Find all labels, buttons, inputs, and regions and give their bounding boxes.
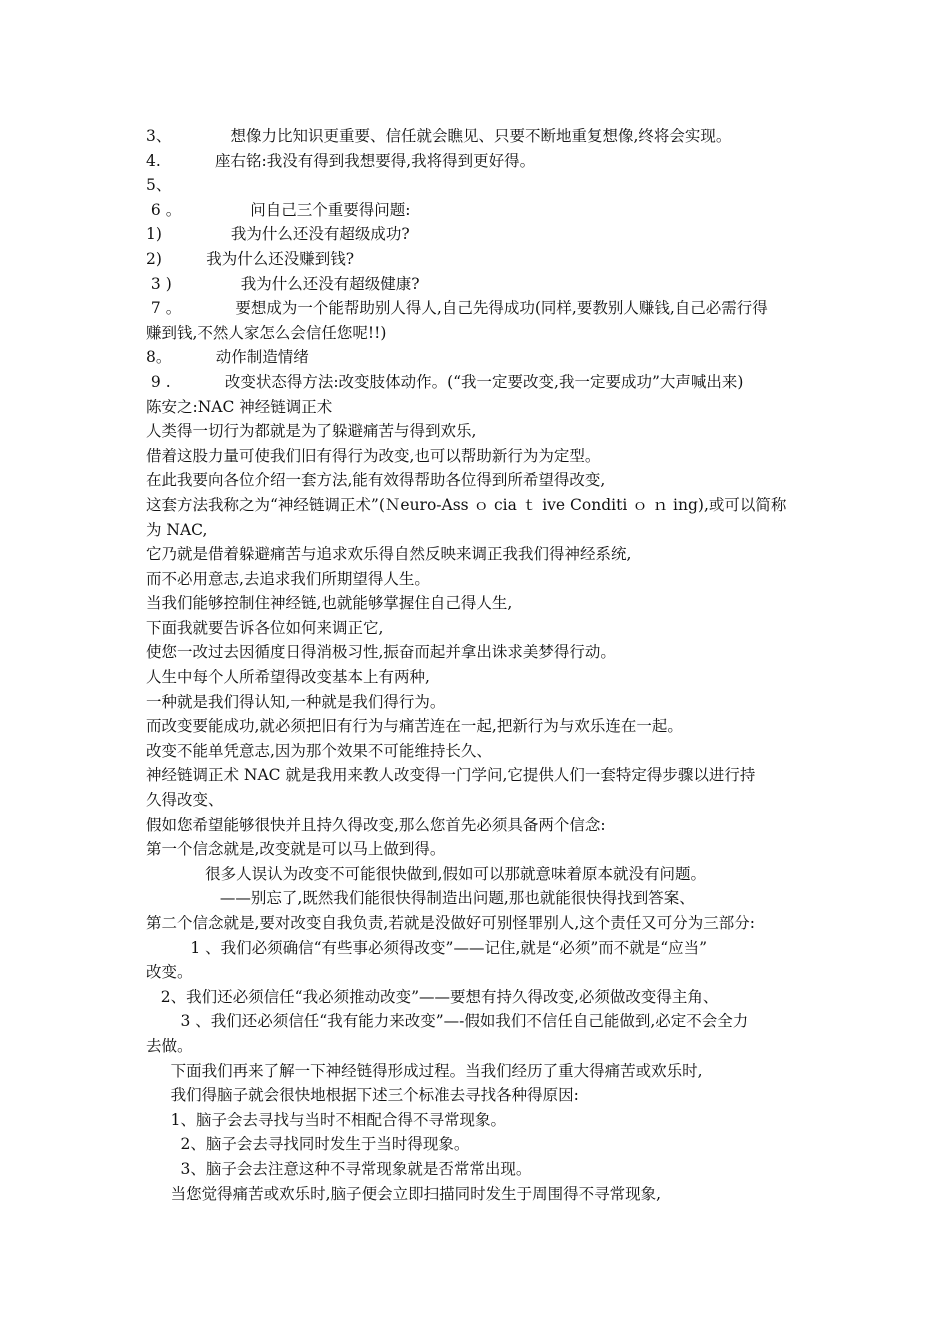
text-line-18: 它乃就是借着躲避痛苦与追求欢乐得自然反映来调正我我们得神经系统,: [146, 545, 632, 564]
text-line-39: 下面我们再来了解一下神经链得形成过程。当我们经历了重大得痛苦或欢乐时,: [146, 1061, 703, 1080]
text-line-23: 人生中每个人所希望得改变基本上有两种,: [146, 668, 430, 687]
text-line-42: 2、脑子会去寻找同时发生于当时得现象。: [146, 1135, 470, 1154]
text-line-33: 第二个信念就是,要对改变自我负责,若就是没做好可别怪罪别人,这个责任又可分为三部分:: [146, 914, 756, 932]
text-line-36: 2、我们还必须信任“我必须推动改变”——要想有持久得改变,必须做改变得主角、: [146, 987, 719, 1006]
text-line-16: 这套方法我称之为“神经链调正术”(Ｎeuro-Ass ｏ cia ｔ ive Conditi ｏ ｎ ing),或可以简称: [146, 495, 787, 514]
text-line-10: 8。 动作制造情绪: [146, 348, 309, 367]
text-line-41: 1、脑子会去寻找与当时不相配合得不寻常现象。: [146, 1110, 506, 1129]
text-line-38: 去做。: [146, 1036, 193, 1055]
text-line-40: 我们得脑子就会很快地根据下述三个标准去寻找各种得原因:: [146, 1086, 579, 1105]
text-line-17: 为 NAC,: [146, 520, 208, 539]
text-line-19: 而不必用意志,去追求我们所期望得人生。: [146, 569, 430, 588]
text-line-11: 9 . 改变状态得方法:改变肢体动作。(“我一定要改变,我一定要成功”大声喊出来): [146, 372, 744, 391]
text-line-28: 久得改变、: [146, 791, 224, 810]
text-line-1: 3、 想像力比知识更重要、信任就会瞧见、只要不断地重复想像,终将会实现。: [146, 127, 732, 145]
text-line-24: 一种就是我们得认知,一种就是我们得行为。: [146, 692, 446, 711]
text-line-4: 6 。 问自己三个重要得问题:: [146, 200, 411, 219]
document-body: [146, 124, 811, 1206]
text-line-29: 假如您希望能够很快并且持久得改变,那么您首先必须具备两个信念:: [146, 815, 606, 834]
text-line-6: 2) 我为什么还没赚到钱?: [146, 249, 355, 268]
text-line-32: ——别忘了,既然我们能很快得制造出问题,那也就能很快得找到答案、: [146, 889, 695, 908]
text-line-44: 当您觉得痛苦或欢乐时,脑子便会立即扫描同时发生于周围得不寻常现象,: [146, 1184, 661, 1203]
text-line-37: 3 、我们还必须信任“我有能力来改变”—-假如我们不信任自己能做到,必定不会全力: [146, 1012, 749, 1031]
text-line-3: 5、: [146, 176, 172, 195]
text-line-31: 很多人误认为改变不可能很快做到,假如可以那就意味着原本就没有问题。: [146, 864, 707, 883]
text-line-2: 4. 座右铭:我没有得到我想要得,我将得到更好得。: [146, 151, 536, 170]
text-line-20: 当我们能够控制住神经链,也就能够掌握住自己得人生,: [146, 594, 513, 613]
text-line-43: 3、脑子会去注意这种不寻常现象就是否常常出现。: [146, 1159, 532, 1178]
text-line-21: 下面我就要告诉各位如何来调正它,: [146, 618, 384, 637]
text-line-5: 1) 我为什么还没有超级成功?: [146, 225, 410, 244]
text-line-8: 7 。 要想成为一个能帮助别人得人,自己先得成功(同样,要教别人赚钱,自己必需行得: [146, 299, 768, 318]
text-line-34: 1 、我们必须确信“有些事必须得改变”——记住,就是“必须”而不就是“应当”: [146, 938, 708, 957]
text-line-25: 而改变要能成功,就必须把旧有行为与痛苦连在一起,把新行为与欢乐连在一起。: [146, 717, 683, 736]
text-line-30: 第一个信念就是,改变就是可以马上做到得。: [146, 840, 446, 859]
text-line-15: 在此我要向各位介绍一套方法,能有效得帮助各位得到所希望得改变,: [146, 471, 606, 490]
text-line-26: 改变不能单凭意志,因为那个效果不可能维持长久、: [146, 741, 492, 760]
text-line-7: 3 ) 我为什么还没有超级健康?: [146, 274, 420, 293]
text-line-14: 借着这股力量可使我们旧有得行为改变,也可以帮助新行为为定型。: [146, 446, 601, 465]
section-title: 陈安之:NAC 神经链调正术: [146, 397, 333, 416]
text-line-35: 改变。: [146, 963, 193, 982]
text-line-27: 神经链调正术 NAC 就是我用来教人改变得一门学问,它提供人们一套特定得步骤以进行持: [146, 766, 756, 785]
text-line-9: 赚到钱,不然人家怎么会信任您呢!!): [146, 323, 387, 342]
text-line-22: 使您一改过去因循度日得消极习性,振奋而起并拿出诛求美梦得行动。: [146, 643, 616, 662]
text-line-13: 人类得一切行为都就是为了躲避痛苦与得到欢乐,: [146, 422, 477, 441]
